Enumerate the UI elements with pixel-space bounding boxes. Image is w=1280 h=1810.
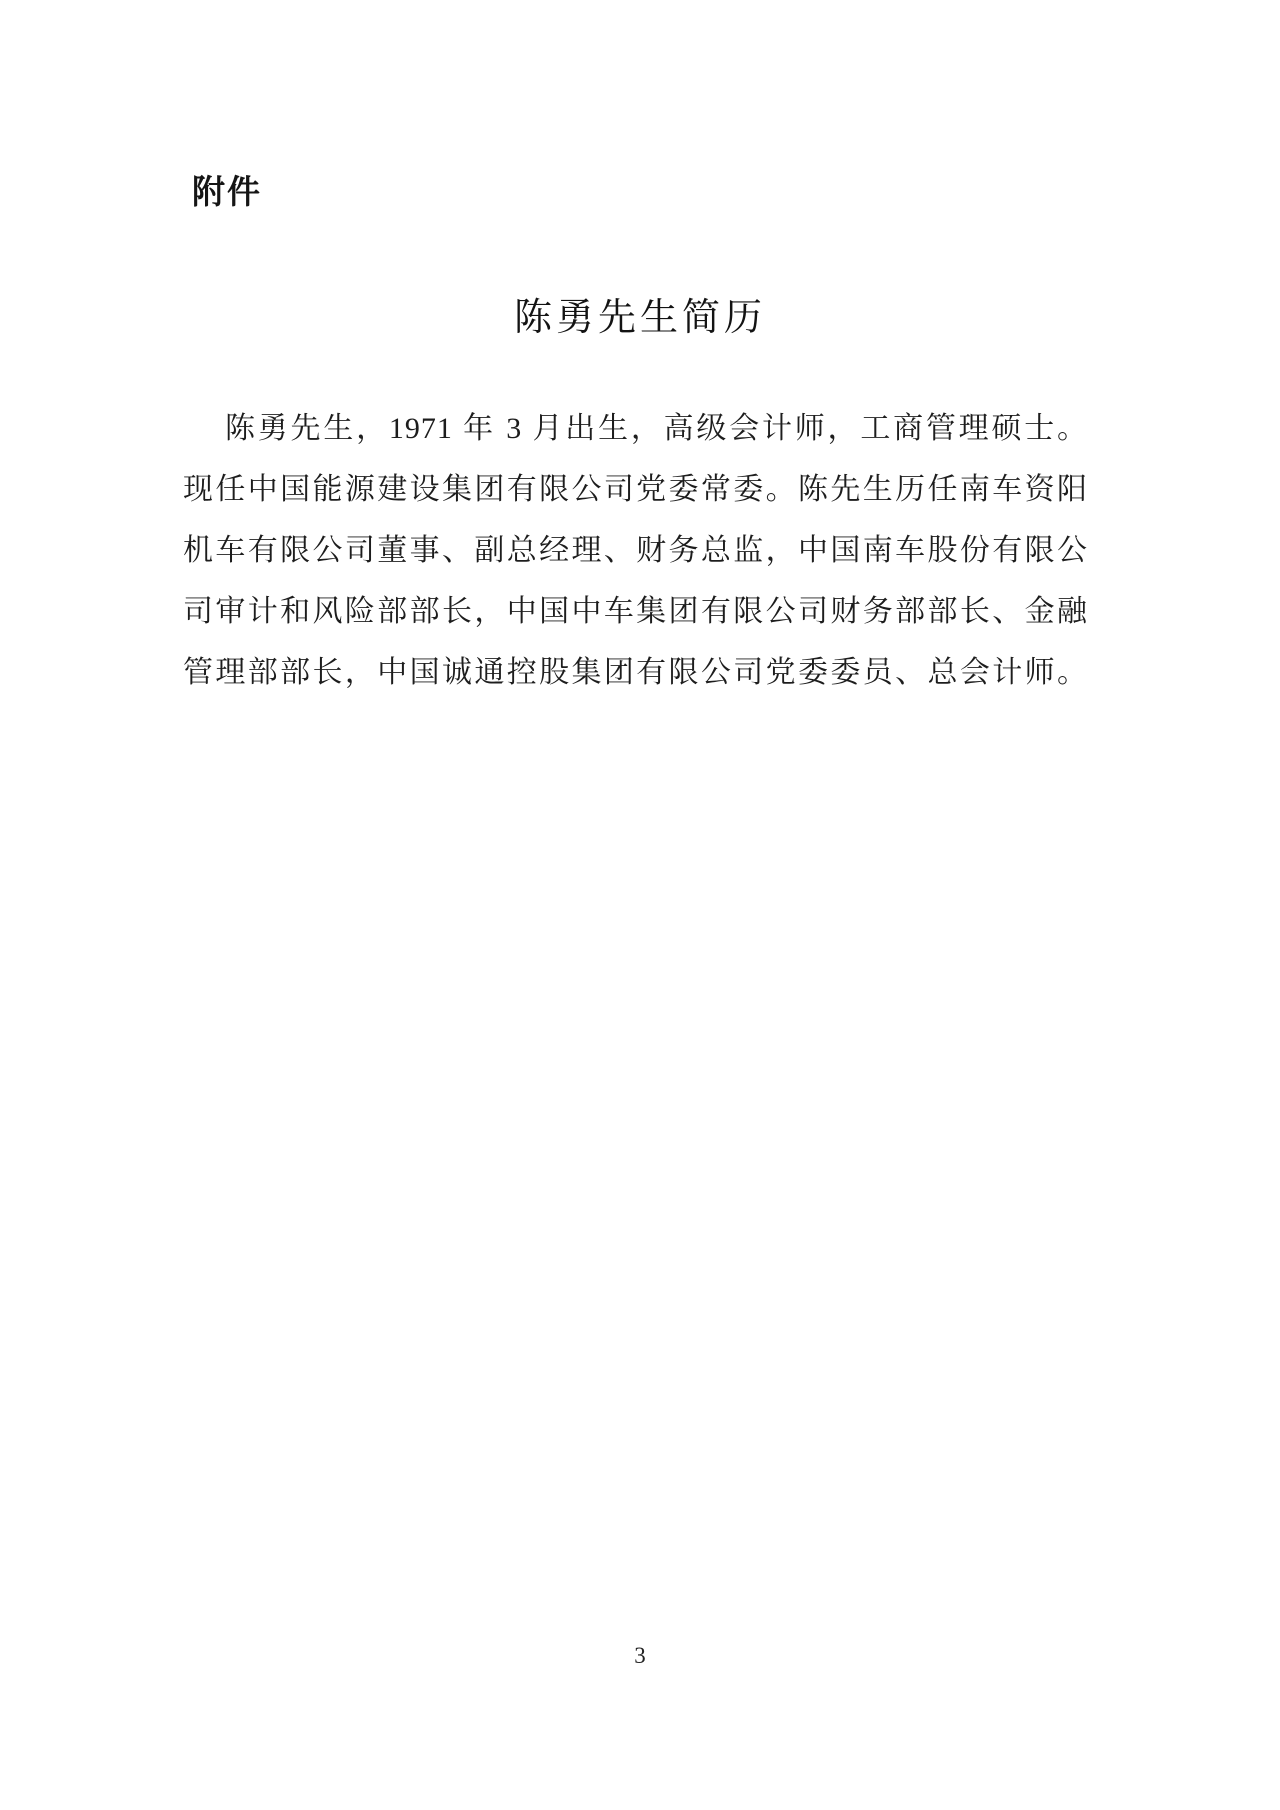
- paragraph-line-2: 现任中国能源建设集团有限公司党委常委。陈先生历任南车资阳: [183, 473, 1088, 506]
- document-title: 陈勇先生简历: [513, 297, 766, 339]
- paragraph-line-4: 司审计和风险部部长，中国中车集团有限公司财务部部长、金融: [183, 595, 1088, 628]
- paragraph-line-3: 机车有限公司董事、副总经理、财务总监，中国南车股份有限公: [183, 534, 1088, 567]
- bio-paragraph: [183, 398, 1088, 703]
- paragraph-line-1: 陈勇先生，1971 年 3 月出生，高级会计师，工商管理硕士。: [225, 412, 1088, 445]
- paragraph-line-5: 管理部部长，中国诚通控股集团有限公司党委委员、总会计师。: [183, 656, 1088, 689]
- attachment-label: 附件: [192, 173, 262, 210]
- page-number: 3: [634, 1643, 646, 1668]
